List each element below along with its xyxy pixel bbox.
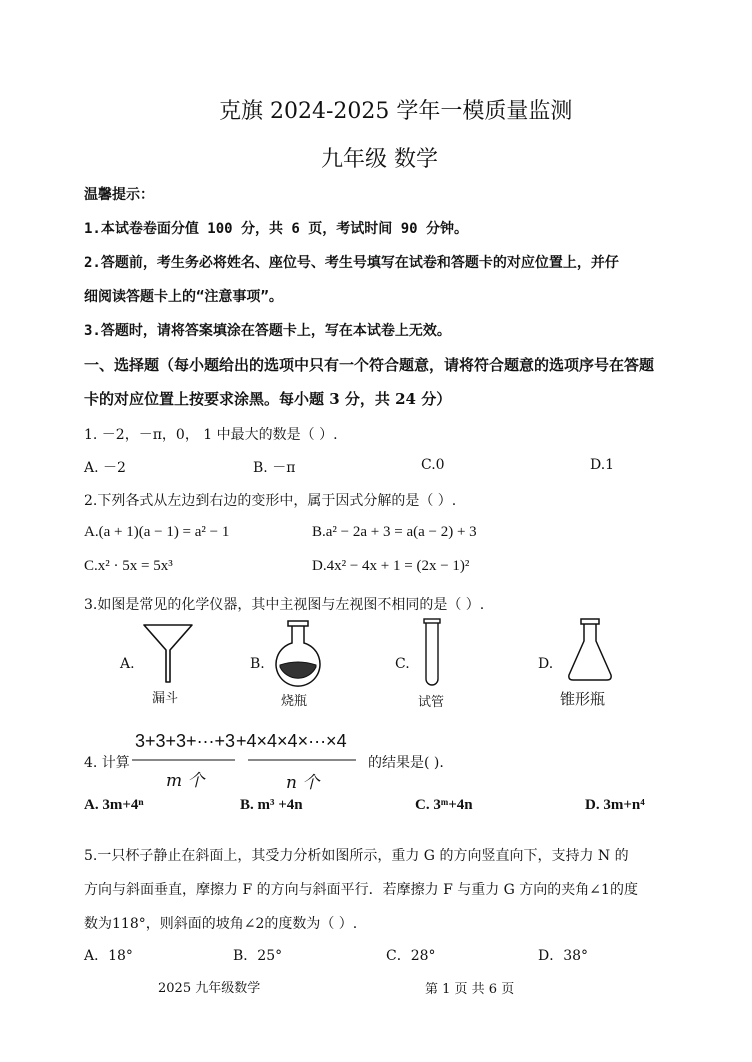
q4-right-expression: +4×4×4×···×4 — [236, 731, 347, 751]
q5-stem-line-2: 方向与斜面垂直，摩擦力 F 的方向与斜面平行．若摩擦力 F 与重力 G 方向的夹角∠1的度 — [84, 882, 638, 898]
q3-caption-flask: 烧瓶 — [281, 694, 308, 709]
q4-right-count: n 个 — [286, 773, 320, 793]
q2-option-b — [312, 524, 477, 541]
tip-item-2-line-2: 细阅读答题卡上的“注意事项”。 — [84, 289, 283, 305]
q4-option-b: B. m³ +4n — [240, 797, 303, 813]
q4-option-d: D. 3m+n⁴ — [585, 797, 645, 813]
q2-option-d-label: D. — [312, 558, 327, 574]
q2-option-c-expr: x² · 5x = 5x³ — [97, 558, 173, 574]
q3-stem: 3.如图是常见的化学仪器，其中主视图与左视图不相同的是（ ）. — [84, 597, 485, 613]
q2-option-d-expr: 4x² − 4x + 1 = (2x − 1)² — [326, 558, 470, 574]
funnel-figure — [140, 622, 196, 684]
tips-heading: 温馨提示： — [84, 187, 154, 203]
q4-option-a: A. 3m+4ⁿ — [84, 797, 144, 813]
test-tube-figure — [421, 617, 443, 689]
tip-item-1: 1.本试卷卷面分值 100 分，共 6 页，考试时间 90 分钟。 — [84, 221, 469, 237]
tip-item-3: 3.答题时，请将答案填涂在答题卡上，写在本试卷上无效。 — [84, 323, 451, 339]
q2-option-c-label: C. — [84, 558, 98, 574]
q2-option-a — [84, 524, 229, 541]
q5-stem-line-3: 数为118°，则斜面的坡角∠2的度数为（ ）. — [84, 916, 358, 932]
q3-option-a-label: A. — [120, 656, 135, 672]
q3-caption-erlenmeyer: 锥形瓶 — [560, 690, 606, 708]
q2-option-d — [312, 558, 469, 575]
q1-stem: 1. －2，－π，0， 1 中最大的数是（ ）. — [84, 427, 338, 443]
q5-option-a: A．18° — [84, 948, 133, 964]
q5-option-c: C．28° — [386, 948, 436, 964]
q2-option-b-label: B. — [312, 524, 326, 540]
tip-item-2-line-1: 2.答题前，考生务必将姓名、座位号、考生号填写在试卷和答题卡的对应位置上，并仔 — [84, 255, 619, 271]
exam-title: 克旗 2024-2025 学年一模质量监测 — [219, 99, 573, 124]
q3-caption-test-tube: 试管 — [418, 695, 445, 710]
q4-suffix: 的结果是( ). — [368, 755, 444, 771]
q5-option-b: B．25° — [233, 948, 283, 964]
q2-stem: 2.下列各式从左边到右边的变形中，属于因式分解的是（ ）. — [84, 493, 457, 509]
q3-option-d-label: D. — [538, 656, 554, 672]
q1-option-b: B. －π — [253, 460, 296, 476]
footer-left: 2025 九年级数学 — [158, 981, 261, 996]
q3-option-c-label: C. — [395, 656, 410, 672]
q1-option-d: D.1 — [590, 457, 615, 473]
q4-left-count: m 个 — [166, 771, 205, 791]
q2-option-a-expr: (a + 1)(a − 1) = a² − 1 — [98, 524, 230, 540]
q2-option-c — [84, 558, 173, 575]
q4-underbraces — [130, 754, 360, 766]
q5-option-d: D．38° — [538, 948, 589, 964]
exam-subtitle: 九年级 数学 — [321, 147, 438, 172]
q1-option-a: A. －2 — [84, 460, 126, 476]
q3-option-b-label: B. — [250, 656, 265, 672]
q4-option-c: C. 3ᵐ+4n — [415, 797, 473, 813]
erlenmeyer-flask-figure — [565, 617, 615, 683]
q4-prefix: 4. 计算 — [84, 755, 130, 771]
q2-option-b-expr: a² − 2a + 3 = a(a − 2) + 3 — [325, 524, 477, 540]
section-heading-line-2: 卡的对应位置上按要求涂黑。每小题 3 分，共 24 分） — [84, 390, 452, 408]
q5-stem-line-1: 5.一只杯子静止在斜面上，其受力分析如图所示，重力 G 的方向竖直向下，支持力 N 的 — [84, 848, 629, 864]
footer-page-number: 第 1 页 共 6 页 — [425, 982, 515, 997]
flask-figure — [270, 619, 326, 687]
section-heading-line-1: 一、选择题（每小题给出的选项中只有一个符合题意，请将符合题意的选项序号在答题 — [84, 356, 655, 374]
q2-option-a-label: A. — [84, 524, 99, 540]
q1-option-c: C.0 — [421, 457, 445, 473]
q3-caption-funnel: 漏斗 — [152, 691, 179, 706]
q4-left-expression: 3+3+3+···+3 — [135, 731, 236, 751]
